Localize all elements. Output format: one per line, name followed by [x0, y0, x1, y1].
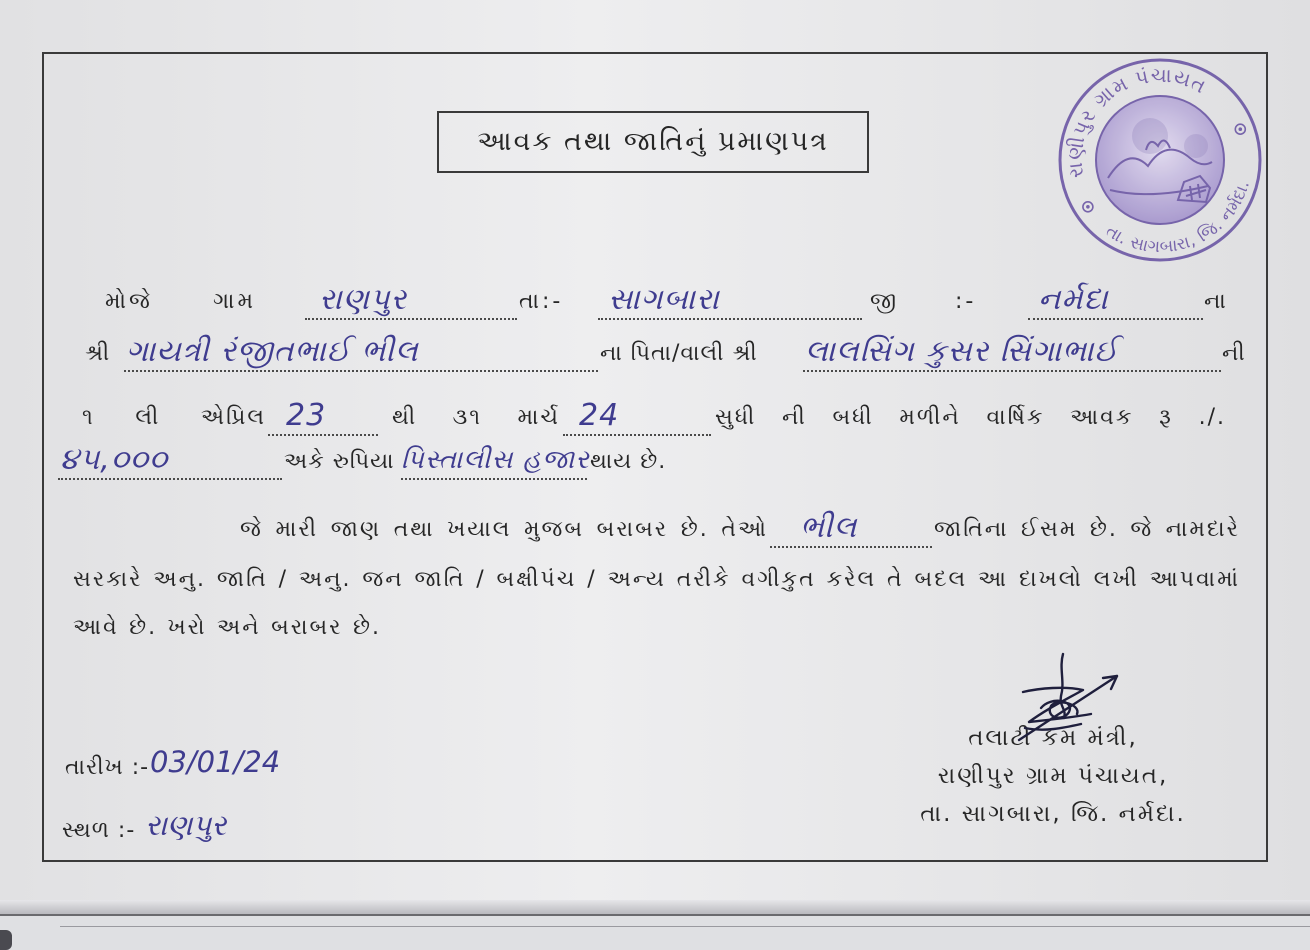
label-place: સ્થળ :- [62, 818, 136, 843]
row-amount-suffix: થાય છે. [590, 449, 667, 474]
row-name-suffix: ની [1222, 341, 1245, 366]
seal-right-dot [1235, 124, 1245, 134]
place-handwritten: રાણપુર [145, 808, 227, 842]
from-year-handwritten: 23 [286, 398, 327, 433]
seal-left-dot [1083, 202, 1093, 212]
from-year-field [268, 398, 378, 436]
taluka-handwritten: સાગબારા [608, 282, 720, 317]
signatory-designation: તલાટી કમ મંત્રી, [968, 725, 1138, 751]
date-handwritten: 03/01/24 [150, 745, 281, 779]
label-district: જી [870, 289, 900, 314]
label-moje: મોજે [105, 289, 153, 314]
underlying-sheet [0, 914, 1310, 950]
declaration-line1-start: જે મારી જાણ તથા ખયાલ મુજબ બરાબર છે. તેઓ [240, 517, 768, 542]
title-box [437, 111, 869, 173]
to-year-field [563, 398, 711, 436]
handwritten-signature [985, 648, 1130, 748]
underlying-sheet-corner [0, 930, 12, 950]
taluka-field [598, 282, 862, 320]
caste-handwritten: ભીલ [800, 510, 858, 545]
amount-in-words-handwritten: પિસ્તાલીસ હજાર [401, 445, 590, 475]
to-year-handwritten: 24 [579, 398, 620, 433]
seal-top-text: રાણીપુર ગ્રામ પંચાયત [1062, 62, 1211, 180]
signatory-office: રાણીપુર ગ્રામ પંચાયત, [937, 763, 1169, 789]
seal-blotch [1132, 118, 1168, 154]
label-amount-in-words: અકે રુપિયા [284, 449, 395, 474]
label-date: તારીખ :- [65, 755, 150, 780]
applicant-name-handwritten: ગાયત્રી રંજીતભાઈ ભીલ [126, 334, 419, 369]
village-handwritten: રાણપુર [319, 282, 407, 317]
seal-bottom-text: તા. સાગબારા, જિ. નર્મદા. [1102, 178, 1255, 258]
underlying-sheet-line [60, 926, 1310, 927]
label-taluka: તા:- [519, 289, 564, 314]
label-annual-income: સુધી ની બધી મળીને વાર્ષિક આવક રૂ ./. [715, 405, 1226, 430]
district-separator: :- [955, 289, 977, 314]
label-from-date: ૧ લી એપ્રિલ [82, 405, 266, 430]
guardian-name-field [803, 334, 1221, 372]
district-handwritten: નર્મદા [1038, 282, 1109, 317]
amount-in-words-field [401, 445, 590, 480]
income-amount-handwritten: ૪૫,૦૦૦ [60, 442, 169, 477]
caste-field [770, 510, 932, 548]
village-field [305, 282, 517, 320]
income-amount-field [58, 442, 282, 480]
label-gam: ગામ [213, 289, 256, 314]
declaration-line2: સરકારે અનુ. જાતિ / અનુ. જન જાતિ / બક્ષીપંચ / અન્ય તરીકે વગીકુત કરેલ તે બદલ આ દાખલો લખી આપવામાં [73, 567, 1240, 592]
declaration-line3: આવે છે. ખરો અને બરાબર છે. [73, 615, 381, 640]
declaration-line1-end: જાતિના ઈસમ છે. જે નામદારે [934, 517, 1240, 542]
panchayat-seal [1050, 50, 1270, 270]
label-shri: શ્રી [85, 341, 110, 366]
district-field [1028, 282, 1203, 320]
seal-blotch [1184, 134, 1208, 158]
row-village-suffix: ના [1204, 289, 1229, 314]
label-guardian: ના પિતા/વાલી શ્રી [600, 341, 758, 366]
signatory-address: તા. સાગબારા, જિ. નર્મદા. [920, 801, 1186, 827]
certificate-title: આવક તથા જાતિનું પ્રમાણપત્ર [477, 126, 829, 157]
guardian-name-handwritten: લાલસિંગ કુસર સિંગાભાઈ [805, 334, 1119, 369]
seal-inner-disc [1096, 96, 1224, 224]
label-to-date: થી ૩૧ માર્ચ [392, 405, 560, 430]
applicant-name-field [124, 334, 598, 372]
paper-edge-shadow [0, 900, 1310, 914]
